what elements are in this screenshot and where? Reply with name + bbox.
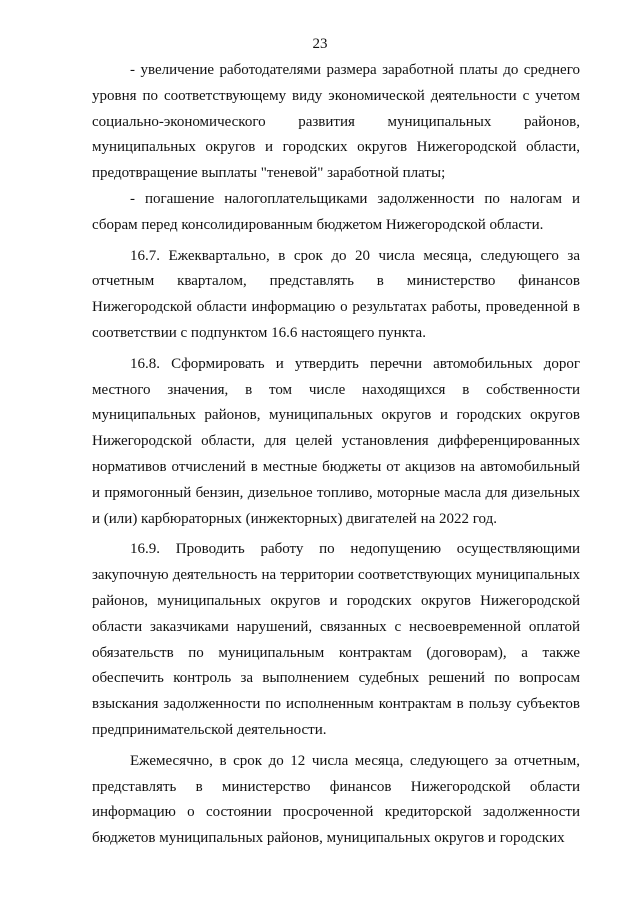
paragraph-tax-debt: - погашение налогоплательщиками задолженности по налогам и сборам перед консолидированным бюджетом Нижегородской области. (92, 190, 580, 233)
paragraph-16-7: 16.7. Ежеквартально, в срок до 20 числа месяца, следующего за отчетным кварталом, представлять в министерство финансов Нижегородской области информацию о результатах работы, проведенной в соответствии с подпунктом 16.6 настоящего пункта. (92, 247, 580, 341)
paragraph-monthly-report: Ежемесячно, в срок до 12 числа месяца, следующего за отчетным, представлять в министерство финансов Нижегородской области информацию о состоянии просроченной кредиторской задолженности бюджетов муниципальных районов, муниципальных округов и городских (92, 752, 580, 847)
paragraph-16-9: 16.9. Проводить работу по недопущению осуществляющими закупочную деятельность на территории соответствующих муниципальных районов, муниципальных округов и городских округов Нижегородской области заказчиками нарушений, связанных с несвоевременной оплатой обязательств по муниципальным контрактам (договорам), а также обеспечить контроль за выполнением судебных решений по вопросам взыскания задолженности по исполненным контрактам в пользу субъектов предпринимательской деятельности. (92, 541, 580, 738)
document-body (92, 58, 580, 852)
paragraph-wage-increase: - увеличение работодателями размера заработной платы до среднего уровня по соответствующему виду экономической деятельности с учетом социально-экономического развития муниципальных районов, муниципальных округов и городских округов Нижегородской области, предотвращение выплаты "теневой" заработной платы; (92, 62, 580, 182)
page-number: 23 (312, 36, 328, 52)
paragraph-16-8: 16.8. Сформировать и утвердить перечни автомобильных дорог местного значения, в том числе находящихся в собственности муниципальных районов, муниципальных округов и городских округов Нижегородской области, для целей установления дифференцированных нормативов отчислений в местные бюджеты от акцизов на автомобильный и прямогонный бензин, дизельное топливо, моторные масла для дизельных и (или) карбюраторных (инжекторных) двигателей на 2022 год. (92, 355, 580, 527)
